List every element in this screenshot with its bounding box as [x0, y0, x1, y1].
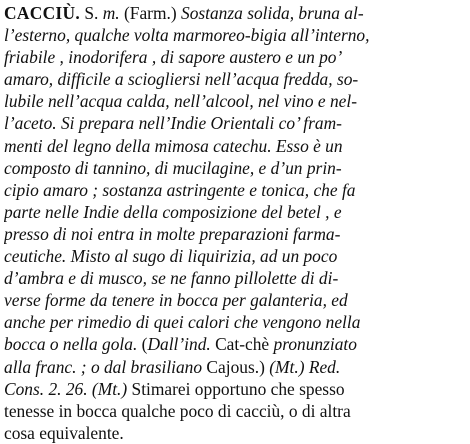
entry-line — [4, 179, 466, 201]
italic-text: alla franc. ; o dal brasiliano — [4, 356, 203, 377]
italic-text: anche per rimedio di quei calori che vengono nella — [4, 312, 361, 333]
entry-line — [4, 223, 466, 245]
entry-line — [4, 378, 466, 400]
roman-text: Cajous.) — [202, 356, 270, 377]
entry-line — [4, 46, 466, 68]
roman-text: ( — [141, 334, 148, 355]
dictionary-entry-cacciu — [4, 2, 466, 444]
italic-text: m. — [102, 3, 120, 23]
italic-text: Dall’ind. — [147, 334, 211, 355]
italic-text: Sostanza solida, bruna al- — [181, 3, 364, 23]
italic-text: l’aceto. Si prepara nell’Indie Orientali co’ fram- — [4, 113, 342, 134]
entry-line — [4, 422, 466, 444]
italic-text: pronunziato — [273, 334, 357, 355]
entry-line — [4, 90, 466, 112]
entry-line — [4, 157, 466, 179]
entry-line — [4, 289, 466, 311]
entry-line — [4, 68, 466, 90]
italic-text: cipio amaro ; sostanza astringente e tonica, che fa — [4, 179, 356, 200]
roman-text: (Farm.) — [119, 3, 181, 23]
italic-text: presso di noi entra in molte preparazioni farma- — [4, 223, 341, 244]
headword: CACCIÙ. — [4, 3, 81, 23]
entry-line — [4, 24, 466, 46]
italic-text: composto di tannino, di mucilagine, e d’un prin- — [4, 157, 342, 178]
italic-text: friabile , inodorifera , di sapore austero e un po’ — [4, 47, 343, 68]
entry-line — [4, 2, 466, 24]
roman-text: Cat-chè — [210, 334, 274, 355]
roman-text: S. — [80, 3, 103, 23]
italic-text: Red. — [304, 356, 341, 377]
entry-line — [4, 267, 466, 289]
entry-line — [4, 112, 466, 134]
entry-line — [4, 245, 466, 267]
entry-line — [4, 135, 466, 157]
entry-line — [4, 400, 466, 422]
italic-text: l’esterno, qualche volta marmoreo-bigia all’interno, — [4, 25, 370, 46]
italic-text: ceutiche. Misto al sugo di liquirizia, ad un poco — [4, 246, 338, 267]
italic-text: bocca o nella gola. — [4, 334, 142, 355]
italic-text: verse forme da tenere in bocca per galanteria, ed — [4, 290, 348, 311]
entry-line — [4, 201, 466, 223]
entry-line — [4, 356, 466, 378]
italic-text: (Mt.) — [269, 356, 305, 377]
italic-text: parte nelle Indie della composizione del betel , e — [4, 201, 342, 222]
italic-text: amaro, difficile a sciogliersi nell’acqua fredda, so- — [4, 69, 359, 90]
italic-text: menti del legno della mimosa catechu. Esso è un — [4, 135, 343, 156]
entry-line — [4, 333, 466, 355]
entry-line — [4, 311, 466, 333]
italic-text: lubile nell’acqua calda, nell’alcool, nel vino e nel- — [4, 91, 358, 112]
roman-text: Stimarei opportuno che spesso — [127, 378, 345, 399]
roman-text: tenesse in bocca qualche poco di cacciù, o di altra — [4, 400, 351, 421]
roman-text: cosa equivalente. — [4, 422, 124, 443]
italic-text: d’ambra e di musco, se ne fanno pillolette di di- — [4, 268, 339, 289]
italic-text: Cons. 2. 26. (Mt.) — [4, 378, 128, 399]
